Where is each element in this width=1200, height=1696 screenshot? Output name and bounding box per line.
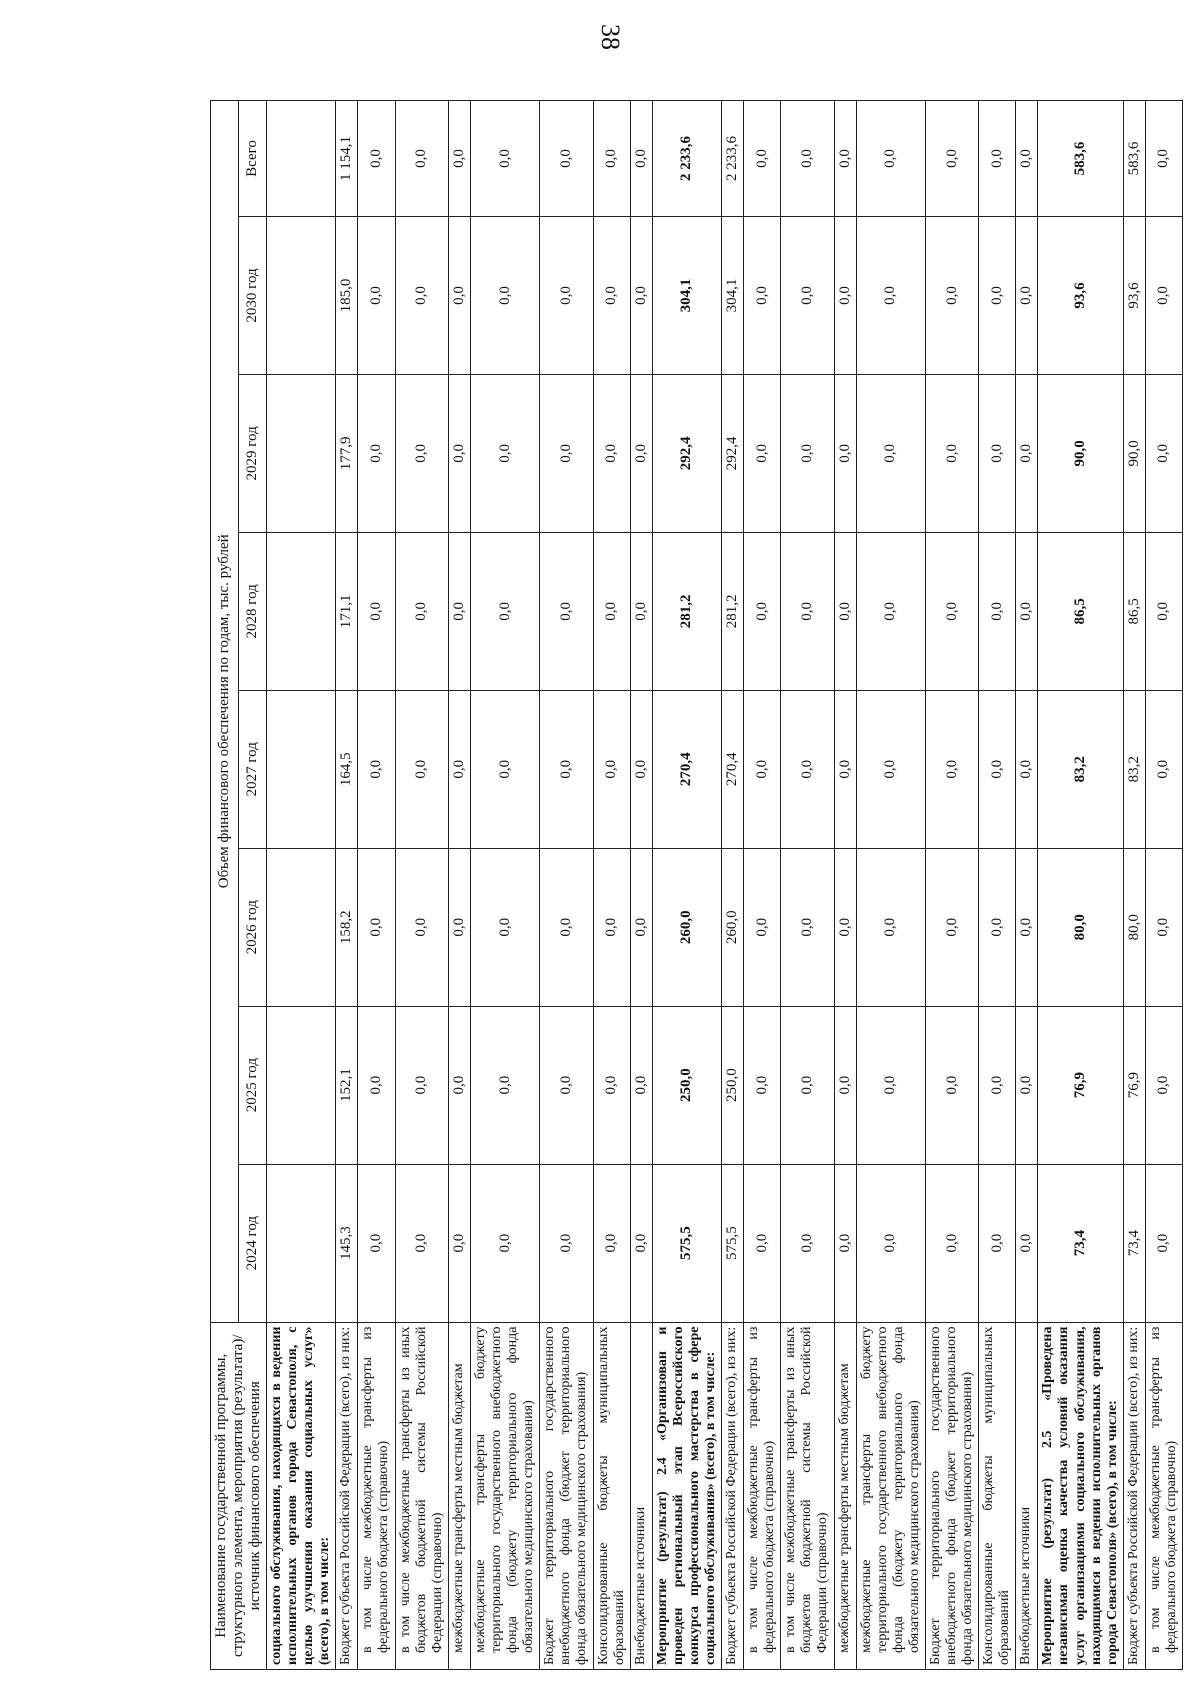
table-row <box>744 101 781 1670</box>
row-total-value: 0,0 <box>744 101 781 217</box>
row-total-value: 0,0 <box>540 101 593 217</box>
row-year-value: 0,0 <box>1145 1006 1182 1164</box>
row-year-value: 86,5 <box>1123 532 1145 690</box>
table-row <box>834 101 856 1670</box>
row-label: Бюджет территориального государственного внебюджетного фонда (бюджет территориального фонда обязательного медицинского страхования) <box>925 1322 978 1669</box>
row-year-value: 171,1 <box>336 532 358 690</box>
header-year: 2027 год <box>239 690 267 848</box>
row-year-value: 0,0 <box>744 374 781 532</box>
row-year-value: 0,0 <box>395 690 448 848</box>
row-year-value: 0,0 <box>448 690 470 848</box>
table-row <box>652 101 721 1670</box>
row-year-value: 0,0 <box>358 1164 395 1322</box>
row-label: в том числе межбюджетные трансферты из иных бюджетов бюджетной системы Российской Федерации (справочно) <box>781 1322 834 1669</box>
row-year-value <box>267 1006 336 1164</box>
row-year-value: 0,0 <box>856 1006 925 1164</box>
row-year-value: 0,0 <box>925 848 978 1006</box>
table-row <box>630 101 652 1670</box>
row-total-value: 0,0 <box>358 101 395 217</box>
row-year-value: 0,0 <box>834 848 856 1006</box>
row-year-value: 0,0 <box>470 216 539 374</box>
row-year-value: 0,0 <box>781 532 834 690</box>
row-total-value: 0,0 <box>470 101 539 217</box>
row-year-value: 73,4 <box>1038 1164 1123 1322</box>
table-row <box>979 101 1016 1670</box>
row-label: в том числе межбюджетные трансферты из федерального бюджета (справочно) <box>1145 1322 1182 1669</box>
row-total-value: 2 233,6 <box>722 101 744 217</box>
row-total-value: 0,0 <box>834 101 856 217</box>
row-year-value: 0,0 <box>834 216 856 374</box>
row-year-value: 0,0 <box>358 374 395 532</box>
row-year-value: 0,0 <box>1016 848 1038 1006</box>
row-year-value: 0,0 <box>781 690 834 848</box>
row-total-value: 0,0 <box>856 101 925 217</box>
row-year-value: 0,0 <box>744 1006 781 1164</box>
row-year-value: 0,0 <box>395 216 448 374</box>
row-year-value: 86,5 <box>1038 532 1123 690</box>
row-year-value: 0,0 <box>925 532 978 690</box>
row-year-value: 83,2 <box>1038 690 1123 848</box>
row-year-value: 0,0 <box>540 1006 593 1164</box>
row-year-value: 158,2 <box>336 848 358 1006</box>
table-row <box>856 101 925 1670</box>
row-year-value: 0,0 <box>1145 532 1182 690</box>
table-row <box>1038 101 1123 1670</box>
header-total: Всего <box>239 101 267 217</box>
row-year-value: 304,1 <box>652 216 721 374</box>
rotated-page <box>210 100 1200 1665</box>
row-year-value: 304,1 <box>722 216 744 374</box>
row-year-value: 0,0 <box>1145 216 1182 374</box>
row-total-value: 0,0 <box>925 101 978 217</box>
row-year-value: 0,0 <box>540 532 593 690</box>
row-year-value: 0,0 <box>358 1006 395 1164</box>
row-year-value: 0,0 <box>358 848 395 1006</box>
row-label: Бюджет субъекта Российской Федерации (всего), из них: <box>1123 1322 1145 1669</box>
row-total-value: 0,0 <box>1145 101 1182 217</box>
row-year-value: 0,0 <box>470 1164 539 1322</box>
row-year-value: 0,0 <box>856 216 925 374</box>
row-label: Бюджет субъекта Российской Федерации (всего), из них: <box>336 1322 358 1669</box>
row-total-value: 2 233,6 <box>652 101 721 217</box>
row-year-value: 73,4 <box>1123 1164 1145 1322</box>
row-year-value: 0,0 <box>856 690 925 848</box>
row-year-value: 0,0 <box>395 374 448 532</box>
row-year-value: 83,2 <box>1123 690 1145 848</box>
row-year-value: 76,9 <box>1123 1006 1145 1164</box>
row-year-value: 0,0 <box>1145 374 1182 532</box>
row-label: межбюджетные трансферты бюджету территориального государственного внебюджетного фонда (бюджету территориального фонда обязательного медицинского страхования) <box>470 1322 539 1669</box>
header-year: 2030 год <box>239 216 267 374</box>
row-year-value: 0,0 <box>630 216 652 374</box>
row-year-value: 0,0 <box>395 1164 448 1322</box>
row-total-value: 583,6 <box>1038 101 1123 217</box>
row-year-value: 0,0 <box>1145 848 1182 1006</box>
row-total-value: 583,6 <box>1123 101 1145 217</box>
table-row <box>336 101 358 1670</box>
row-year-value: 80,0 <box>1038 848 1123 1006</box>
row-label: межбюджетные трансферты местным бюджетам <box>448 1322 470 1669</box>
table-row <box>267 101 336 1670</box>
row-year-value: 0,0 <box>593 690 630 848</box>
row-year-value: 0,0 <box>395 532 448 690</box>
row-year-value: 250,0 <box>652 1006 721 1164</box>
row-year-value: 0,0 <box>630 848 652 1006</box>
row-year-value: 0,0 <box>630 532 652 690</box>
row-year-value: 177,9 <box>336 374 358 532</box>
table-row <box>722 101 744 1670</box>
row-total-value <box>267 101 336 217</box>
row-year-value: 0,0 <box>470 374 539 532</box>
row-year-value: 0,0 <box>856 848 925 1006</box>
row-year-value: 0,0 <box>781 374 834 532</box>
row-label: межбюджетные трансферты местным бюджетам <box>834 1322 856 1669</box>
row-label: Консолидированные бюджеты муниципальных образований <box>593 1322 630 1669</box>
row-year-value: 575,5 <box>722 1164 744 1322</box>
row-year-value: 0,0 <box>448 374 470 532</box>
table-row <box>470 101 539 1670</box>
row-year-value: 0,0 <box>1145 690 1182 848</box>
row-year-value: 0,0 <box>744 532 781 690</box>
row-year-value: 0,0 <box>744 690 781 848</box>
row-year-value: 281,2 <box>722 532 744 690</box>
row-year-value: 0,0 <box>448 1164 470 1322</box>
row-year-value: 0,0 <box>834 690 856 848</box>
row-year-value: 145,3 <box>336 1164 358 1322</box>
row-year-value: 0,0 <box>925 216 978 374</box>
row-year-value: 0,0 <box>540 374 593 532</box>
header-year: 2025 год <box>239 1006 267 1164</box>
row-year-value: 0,0 <box>630 374 652 532</box>
row-year-value: 0,0 <box>448 1006 470 1164</box>
row-year-value: 0,0 <box>593 848 630 1006</box>
header-volume: Объем финансового обеспечения по годам, тыс. рублей <box>211 101 239 1323</box>
row-total-value: 0,0 <box>630 101 652 217</box>
row-year-value: 0,0 <box>593 1164 630 1322</box>
table-row <box>925 101 978 1670</box>
row-year-value: 0,0 <box>979 374 1016 532</box>
row-label: Внебюджетные источники <box>1016 1322 1038 1669</box>
row-year-value: 0,0 <box>834 532 856 690</box>
row-year-value: 260,0 <box>652 848 721 1006</box>
row-year-value: 0,0 <box>781 1006 834 1164</box>
row-year-value: 0,0 <box>1016 216 1038 374</box>
table-row <box>1145 101 1182 1670</box>
row-label: Мероприятие (результат) 2.4 «Организован и проведен региональный этап Всероссийского конкурса профессионального мастерства в сфере социального обслуживания» (всего), в том числе: <box>652 1322 721 1669</box>
row-year-value: 93,6 <box>1038 216 1123 374</box>
row-year-value: 0,0 <box>470 532 539 690</box>
row-total-value: 0,0 <box>1016 101 1038 217</box>
row-year-value: 0,0 <box>781 216 834 374</box>
row-year-value: 0,0 <box>979 216 1016 374</box>
table-row <box>593 101 630 1670</box>
row-year-value: 0,0 <box>979 532 1016 690</box>
table-row <box>781 101 834 1670</box>
row-label: Внебюджетные источники <box>630 1322 652 1669</box>
row-year-value <box>267 532 336 690</box>
row-year-value: 0,0 <box>979 1006 1016 1164</box>
row-total-value: 0,0 <box>781 101 834 217</box>
row-year-value: 0,0 <box>358 532 395 690</box>
row-year-value: 0,0 <box>979 1164 1016 1322</box>
row-total-value: 0,0 <box>593 101 630 217</box>
row-year-value: 0,0 <box>540 1164 593 1322</box>
row-year-value: 0,0 <box>448 848 470 1006</box>
row-year-value <box>267 374 336 532</box>
row-year-value: 0,0 <box>593 532 630 690</box>
row-year-value: 0,0 <box>395 1006 448 1164</box>
row-year-value: 152,1 <box>336 1006 358 1164</box>
row-year-value: 0,0 <box>358 216 395 374</box>
row-year-value: 270,4 <box>652 690 721 848</box>
row-year-value: 0,0 <box>448 216 470 374</box>
row-year-value: 0,0 <box>781 1164 834 1322</box>
row-year-value: 90,0 <box>1123 374 1145 532</box>
row-year-value <box>267 690 336 848</box>
row-label: в том числе межбюджетные трансферты из иных бюджетов бюджетной системы Российской Федерации (справочно) <box>395 1322 448 1669</box>
row-year-value: 0,0 <box>358 690 395 848</box>
row-total-value: 0,0 <box>448 101 470 217</box>
row-year-value: 0,0 <box>540 690 593 848</box>
row-year-value: 0,0 <box>630 1006 652 1164</box>
row-label: Бюджет субъекта Российской Федерации (всего), из них: <box>722 1322 744 1669</box>
row-total-value: 1 154,1 <box>336 101 358 217</box>
row-year-value: 292,4 <box>722 374 744 532</box>
row-year-value: 0,0 <box>744 848 781 1006</box>
row-year-value: 90,0 <box>1038 374 1123 532</box>
row-year-value: 93,6 <box>1123 216 1145 374</box>
row-year-value: 0,0 <box>925 690 978 848</box>
row-year-value: 0,0 <box>856 1164 925 1322</box>
row-year-value: 0,0 <box>744 1164 781 1322</box>
table-row <box>1016 101 1038 1670</box>
row-year-value: 0,0 <box>744 216 781 374</box>
row-label: в том числе межбюджетные трансферты из федерального бюджета (справочно) <box>744 1322 781 1669</box>
row-year-value: 0,0 <box>1016 1006 1038 1164</box>
row-year-value: 250,0 <box>722 1006 744 1164</box>
table-row <box>395 101 448 1670</box>
row-year-value: 76,9 <box>1038 1006 1123 1164</box>
row-year-value <box>267 848 336 1006</box>
table-row <box>1123 101 1145 1670</box>
row-label: Бюджет территориального государственного внебюджетного фонда (бюджет территориального фонда обязательного медицинского страхования) <box>540 1322 593 1669</box>
table-container <box>210 100 1200 1670</box>
table-row <box>540 101 593 1670</box>
table-row <box>448 101 470 1670</box>
row-year-value: 80,0 <box>1123 848 1145 1006</box>
row-year-value: 0,0 <box>925 1164 978 1322</box>
financing-table <box>210 100 1183 1670</box>
row-year-value: 281,2 <box>652 532 721 690</box>
row-year-value: 0,0 <box>979 848 1016 1006</box>
header-year: 2026 год <box>239 848 267 1006</box>
row-year-value: 0,0 <box>593 374 630 532</box>
row-year-value: 0,0 <box>1016 374 1038 532</box>
row-total-value: 0,0 <box>395 101 448 217</box>
row-label: социального обслуживания, находящихся в ведении исполнительных органов города Севастополя, с целью улучшения оказания социальных услуг» (всего), в том числе: <box>267 1322 336 1669</box>
row-year-value: 0,0 <box>1016 1164 1038 1322</box>
row-label: Консолидированные бюджеты муниципальных образований <box>979 1322 1016 1669</box>
row-label: Мероприятие (результат) 2.5 «Проведена независимая оценка качества условий оказания услуг организациями социального обслуживания, находящимися в ведении исполнительных органов города Севастополя» (всего), в том числе: <box>1038 1322 1123 1669</box>
row-year-value: 0,0 <box>540 216 593 374</box>
header-name-column: Наименование государственной программы, структурного элемента, мероприятия (результата)/источник финансового обеспечения <box>211 1322 267 1669</box>
row-year-value: 0,0 <box>540 848 593 1006</box>
row-year-value: 0,0 <box>834 374 856 532</box>
row-year-value: 0,0 <box>630 1164 652 1322</box>
row-year-value: 0,0 <box>470 690 539 848</box>
row-total-value: 0,0 <box>979 101 1016 217</box>
header-year: 2024 год <box>239 1164 267 1322</box>
table-row <box>358 101 395 1670</box>
header-year: 2028 год <box>239 532 267 690</box>
row-year-value: 0,0 <box>593 1006 630 1164</box>
row-label: межбюджетные трансферты бюджету территориального государственного внебюджетного фонда (бюджету территориального фонда обязательного медицинского страхования) <box>856 1322 925 1669</box>
row-year-value: 0,0 <box>834 1006 856 1164</box>
row-year-value: 0,0 <box>1016 690 1038 848</box>
row-label: в том числе межбюджетные трансферты из федерального бюджета (справочно) <box>358 1322 395 1669</box>
row-year-value: 0,0 <box>593 216 630 374</box>
row-year-value: 0,0 <box>630 690 652 848</box>
row-year-value: 185,0 <box>336 216 358 374</box>
row-year-value: 575,5 <box>652 1164 721 1322</box>
header-year: 2029 год <box>239 374 267 532</box>
row-year-value: 0,0 <box>470 848 539 1006</box>
row-year-value: 0,0 <box>925 1006 978 1164</box>
row-year-value <box>267 1164 336 1322</box>
row-year-value: 260,0 <box>722 848 744 1006</box>
row-year-value: 0,0 <box>395 848 448 1006</box>
row-year-value: 0,0 <box>834 1164 856 1322</box>
page-number: 38 <box>596 24 625 50</box>
row-year-value: 0,0 <box>448 532 470 690</box>
row-year-value: 270,4 <box>722 690 744 848</box>
row-year-value: 0,0 <box>1145 1164 1182 1322</box>
row-year-value: 0,0 <box>856 532 925 690</box>
row-year-value: 0,0 <box>856 374 925 532</box>
row-year-value: 0,0 <box>470 1006 539 1164</box>
row-year-value: 292,4 <box>652 374 721 532</box>
row-year-value: 164,5 <box>336 690 358 848</box>
row-year-value: 0,0 <box>1016 532 1038 690</box>
row-year-value: 0,0 <box>925 374 978 532</box>
row-year-value: 0,0 <box>781 848 834 1006</box>
row-year-value <box>267 216 336 374</box>
row-year-value: 0,0 <box>979 690 1016 848</box>
table-body <box>267 101 1183 1670</box>
